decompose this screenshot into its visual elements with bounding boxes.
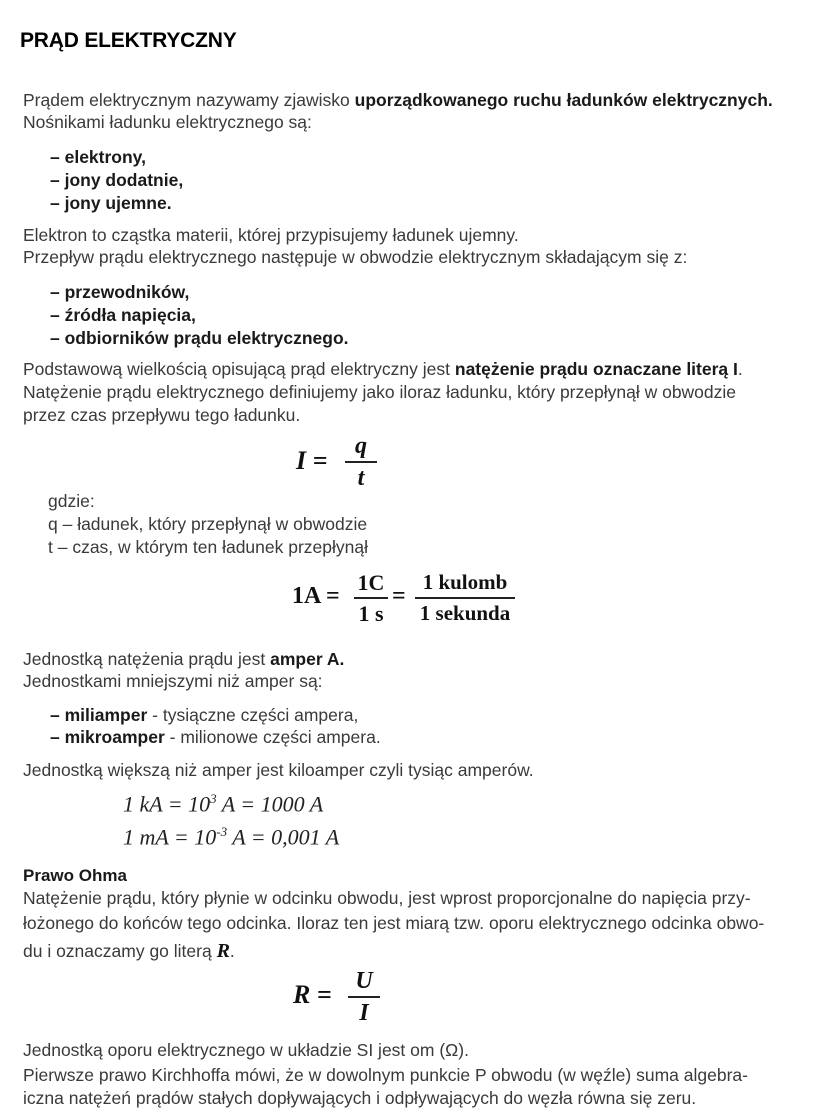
formula-i-fraction: [345, 433, 377, 491]
smaller-unit-desc: - milionowe części ampera.: [164, 727, 381, 747]
electron-line-2: Przepływ prądu elektrycznego następuje w obwodzie elektrycznym składającym się z:: [23, 247, 688, 267]
formula-a-fraction-1: [354, 570, 388, 626]
circuit-item: – odbiorników prądu elektrycznego.: [50, 328, 349, 348]
smaller-unit-item: [50, 704, 358, 726]
formula-r-fraction: [348, 968, 380, 1026]
electron-line-1: Elektron to cząstka materii, której przypisujemy ładunek ujemny.: [23, 225, 519, 245]
page-title: PRĄD ELEKTRYCZNY: [20, 29, 237, 52]
conversion-ma: 1 mA = $10^{-3}$ A = 0,001 A: [123, 824, 340, 850]
formula-a-numerator-2: 1 kulomb: [422, 570, 508, 594]
intro-line-1: [23, 89, 773, 111]
intensity-text: Podstawową wielkością opisującą prąd elektryczny jest: [23, 359, 455, 379]
fraction-bar: [354, 597, 388, 599]
formula-a-lhs: 1A =: [292, 583, 340, 609]
formula-r-lhs: R =: [293, 980, 332, 1009]
formula-i-denominator: t: [357, 465, 365, 491]
conversion-ka: 1 kA = $10^3$ A = 1000 A: [123, 791, 324, 817]
ohm-line-3: du i oznaczamy go literą R.: [23, 940, 235, 962]
carrier-item: – elektrony,: [50, 147, 146, 167]
larger-unit-line: Jednostką większą niż amper jest kiloamper czyli tysiąc amperów.: [23, 760, 534, 780]
resistance-unit-line: Jednostką oporu elektrycznego w układzie SI jest om (Ω).: [23, 1040, 469, 1060]
formula-a-fraction-2: [415, 570, 515, 626]
intensity-line-1: [23, 358, 743, 380]
circuit-item: – przewodników,: [50, 282, 190, 302]
formula-i-numerator: q: [355, 433, 367, 459]
where-q: q – ładunek, który przepłynął w obwodzie: [48, 514, 368, 534]
ohm-heading: Prawo Ohma: [23, 866, 127, 885]
kirchhoff-line-2: iczna natężeń prądów stałych dopływających i odpływających do węzła równa się zeru.: [23, 1088, 697, 1108]
carrier-item: – jony dodatnie,: [50, 170, 184, 190]
circuit-item: – źródła napięcia,: [50, 305, 196, 325]
intensity-definition: natężenie prądu oznaczane literą I: [454, 359, 738, 379]
intro-definition: uporządkowanego ruchu ładunków elektrycznych.: [354, 90, 773, 110]
formula-r-numerator: U: [355, 968, 373, 994]
formula-a-denominator-2: 1 sekunda: [419, 601, 511, 625]
where-label: gdzie:: [48, 491, 95, 511]
ohm-symbol-r: R: [216, 940, 230, 962]
ohm-line-1: Natężenie prądu, który płynie w odcinku obwodu, jest wprost proporcjonalne do napięcia przy-: [23, 888, 751, 908]
where-t: t – czas, w którym ten ładunek przepłynął: [48, 537, 369, 557]
formula-a-equals: =: [392, 583, 406, 609]
smaller-unit-item: [50, 726, 381, 748]
intensity-period: .: [737, 359, 743, 379]
ohm-line-2: łożonego do końców tego odcinka. Iloraz ten jest miarą tzw. oporu elektrycznego odcinka obwo-: [23, 913, 765, 933]
carrier-item: – jony ujemne.: [50, 193, 172, 213]
fraction-bar: [345, 461, 377, 463]
formula-a-denominator-1: 1 s: [358, 601, 384, 626]
unit-ampere: amper A.: [270, 649, 345, 669]
unit-text: Jednostką natężenia prądu jest: [23, 649, 271, 669]
formula-a-numerator-1: 1C: [357, 570, 385, 595]
intensity-line-2: Natężenie prądu elektrycznego definiujemy jako iloraz ładunku, który przepłynął w obwodzie: [23, 382, 737, 402]
intro-text: Prądem elektrycznym nazywamy zjawisko: [23, 90, 355, 110]
formula-r-denominator: I: [359, 1000, 369, 1026]
intensity-line-3: przez czas przepływu tego ładunku.: [23, 405, 301, 425]
fraction-bar: [415, 597, 515, 599]
unit-line-1: [23, 648, 344, 670]
kirchhoff-line-1: Pierwsze prawo Kirchhoffa mówi, że w dowolnym punkcie P obwodu (w węźle) suma algebra-: [23, 1065, 748, 1085]
smaller-unit-name: – miliamper: [50, 705, 148, 725]
formula-i-lhs: I =: [296, 446, 328, 475]
smaller-unit-name: – mikroamper: [50, 727, 165, 747]
fraction-bar: [348, 996, 380, 998]
intro-line-2: Nośnikami ładunku elektrycznego są:: [23, 112, 312, 132]
smaller-unit-desc: - tysiączne części ampera,: [147, 705, 359, 725]
unit-line-2: Jednostkami mniejszymi niż amper są:: [23, 671, 323, 691]
